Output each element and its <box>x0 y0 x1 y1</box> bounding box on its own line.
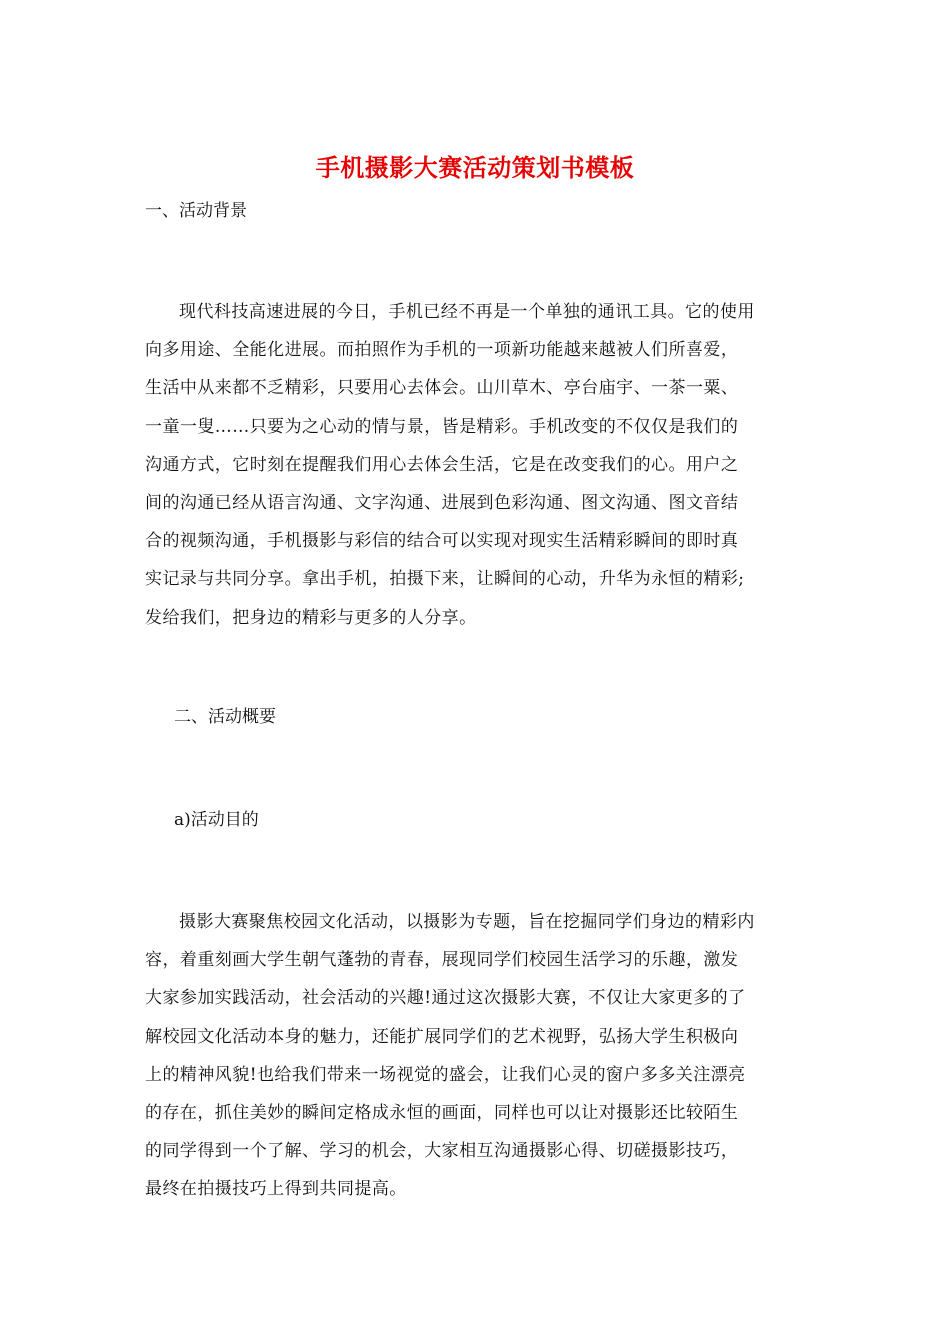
paragraph-line: 间的沟通已经从语言沟通、文字沟通、进展到色彩沟通、图文沟通、图文音结 <box>145 492 739 513</box>
paragraph-purpose <box>145 903 815 1209</box>
subheading-purpose: a)活动目的 <box>174 810 259 830</box>
paragraph-line: 的存在，抓住美妙的瞬间定格成永恒的画面，同样也可以让对摄影还比较陌生 <box>145 1102 739 1123</box>
paragraph-line: 向多用途、全能化进展。而拍照作为手机的一项新功能越来越被人们所喜爱， <box>145 340 739 361</box>
paragraph-line: 的同学得到一个了解、学习的机会，大家相互沟通摄影心得、切磋摄影技巧， <box>145 1141 739 1162</box>
document-title: 手机摄影大赛活动策划书模板 <box>315 153 635 182</box>
section-heading-overview: 二、活动概要 <box>174 707 276 727</box>
paragraph-line: 合的视频沟通，手机摄影与彩信的结合可以实现对现实生活精彩瞬间的即时真 <box>145 531 739 552</box>
paragraph-line: 上的精神风貌!也给我们带来一场视觉的盛会，让我们心灵的窗户多多关注漂亮 <box>145 1064 746 1085</box>
section-heading-background: 一、活动背景 <box>145 201 247 221</box>
paragraph-line: 一童一叟……只要为之心动的情与景，皆是精彩。手机改变的不仅仅是我们的 <box>145 416 739 437</box>
paragraph-line: 沟通方式，它时刻在提醒我们用心去体会生活，它是在改变我们的心。用户之 <box>145 454 739 475</box>
paragraph-line: 生活中从来都不乏精彩，只要用心去体会。山川草木、亭台庙宇、一茶一粟、 <box>145 378 739 399</box>
paragraph-line: 解校园文化活动本身的魅力，还能扩展同学们的艺术视野，弘扬大学生积极向 <box>145 1026 739 1047</box>
paragraph-line: 发给我们，把身边的精彩与更多的人分享。 <box>145 607 477 628</box>
paragraph-line: 现代科技高速进展的今日，手机已经不再是一个单独的通讯工具。它的使用 <box>179 302 755 322</box>
paragraph-line: 大家参加实践活动，社会活动的兴趣!通过这次摄影大赛，不仅让大家更多的了 <box>145 988 746 1009</box>
paragraph-background <box>145 293 815 637</box>
paragraph-line: 容，着重刻画大学生朝气蓬勃的青春，展现同学们校园生活学习的乐趣，激发 <box>145 950 739 971</box>
paragraph-line: 最终在拍摄技巧上得到共同提高。 <box>145 1179 407 1200</box>
paragraph-line: 摄影大赛聚焦校园文化活动，以摄影为专题，旨在挖掘同学们身边的精彩内 <box>179 912 755 932</box>
paragraph-line: 实记录与共同分享。拿出手机，拍摄下来，让瞬间的心动，升华为永恒的精彩; <box>145 569 745 590</box>
